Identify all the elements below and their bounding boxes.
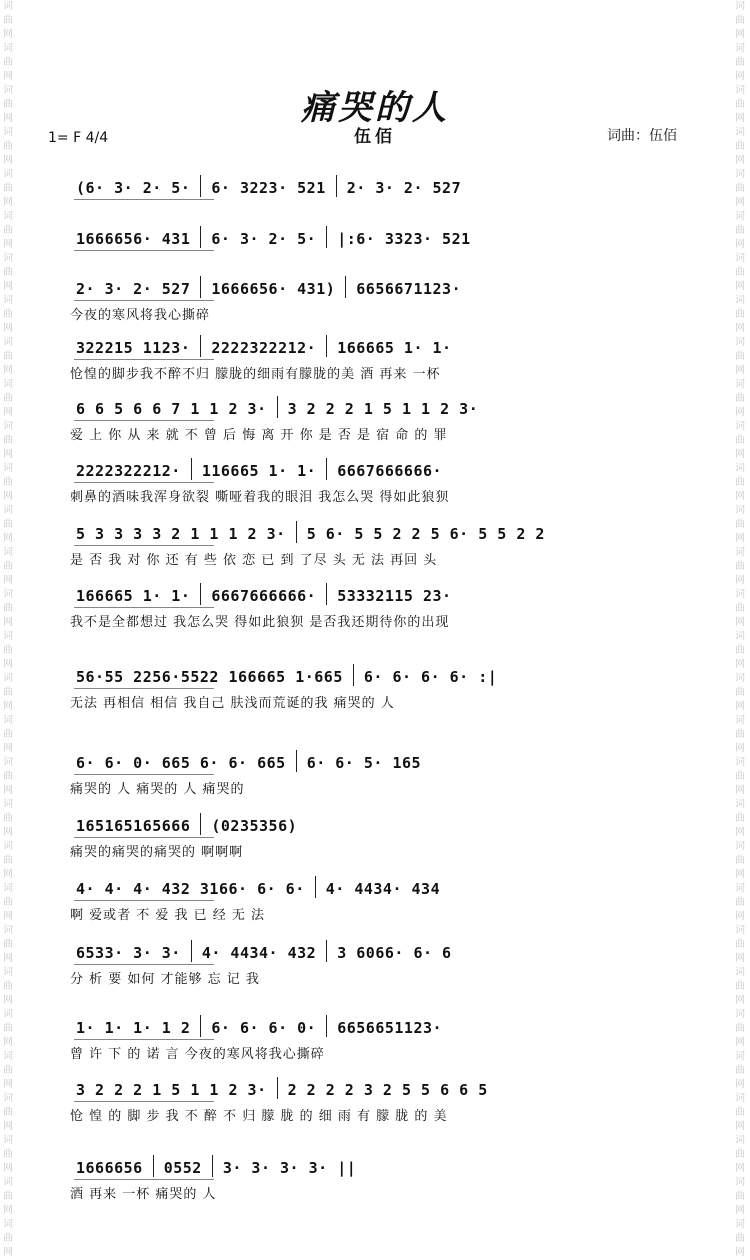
lyrics-line: 无法 再相信 相信 我自己 肤浅而荒诞的我 痛哭的 人 bbox=[70, 696, 395, 711]
measure-notes: 4· 4434· 434 bbox=[325, 880, 441, 898]
beam-line bbox=[74, 900, 214, 901]
measure-notes: 6 6 5 6 6 7 1 1 2 3· bbox=[76, 400, 267, 418]
lyrics-line: 爱 上 你 从 来 就 不 曾 后 悔 离 开 你 是 否 是 宿 命 的 罪 bbox=[70, 428, 448, 443]
score-row bbox=[70, 940, 695, 986]
measure-notes: 2 2 2 2 3 2 5 5 6 6 5 bbox=[287, 1081, 488, 1099]
bar-line bbox=[326, 1015, 327, 1037]
notes-line bbox=[70, 750, 695, 772]
score-row bbox=[70, 1155, 695, 1201]
measure-notes: 1666656· 431) bbox=[211, 280, 336, 298]
measure-notes: 56·55 2256·5522 166665 1·665 bbox=[76, 668, 343, 686]
singer-name: 伍佰 bbox=[354, 127, 396, 147]
lyrics-line: 啊 爱或者 不 爱 我 已 经 无 法 bbox=[70, 908, 266, 923]
beam-line bbox=[74, 250, 214, 251]
beam-line bbox=[74, 774, 214, 775]
lyrics-line: 分 析 要 如何 才能够 忘 记 我 bbox=[70, 972, 260, 987]
measure-notes: 4· 4434· 432 bbox=[201, 944, 317, 962]
bar-line bbox=[200, 1015, 201, 1037]
measure-notes: (6· 3· 2· 5· bbox=[76, 179, 191, 197]
score-row bbox=[70, 226, 695, 272]
bar-line bbox=[345, 276, 346, 298]
score-row bbox=[70, 276, 695, 322]
measure-notes: 6· 6· 6· 6· :| bbox=[363, 668, 498, 686]
bar-line bbox=[296, 750, 297, 772]
lyrics-line: 痛哭的痛哭的痛哭的 啊啊啊 bbox=[70, 845, 244, 860]
lyrics-line: 怆 惶 的 脚 步 我 不 醉 不 归 朦 胧 的 细 雨 有 朦 胧 的 美 bbox=[70, 1109, 448, 1124]
beam-line bbox=[74, 837, 214, 838]
bar-line bbox=[326, 940, 327, 962]
bar-line bbox=[200, 276, 201, 298]
bar-line bbox=[200, 335, 201, 357]
measure-notes: 165165165666 bbox=[76, 817, 191, 835]
beam-line bbox=[74, 1101, 214, 1102]
bar-line bbox=[200, 583, 201, 605]
key-signature: 1= F 4/4 bbox=[48, 130, 109, 146]
beam-line bbox=[74, 420, 214, 421]
measure-notes: 5 3 3 3 3 2 1 1 1 2 3· bbox=[76, 525, 286, 543]
score-row bbox=[70, 750, 695, 796]
measure-notes: 6· 6· 6· 0· bbox=[211, 1019, 317, 1037]
measure-notes: 6656651123· bbox=[337, 1019, 443, 1037]
notes-line bbox=[70, 583, 695, 605]
measure-notes: 1· 1· 1· 1 2 bbox=[76, 1019, 191, 1037]
beam-line bbox=[74, 1179, 214, 1180]
beam-line bbox=[74, 607, 214, 608]
song-title: 痛哭的人 bbox=[301, 88, 449, 128]
lyrics-line: 痛哭的 人 痛哭的 人 痛哭的 bbox=[70, 782, 245, 797]
measure-notes: 1666656 bbox=[76, 1159, 143, 1177]
lyrics-line: 我不是全都想过 我怎么哭 得如此狼狈 是否我还期待你的出现 bbox=[70, 615, 450, 630]
bar-line bbox=[191, 458, 192, 480]
watermark-text: 词曲网词曲网词曲网词曲网词曲网词曲网词曲网词曲网词曲网词曲网词曲网词曲网词曲网词曲网词曲网词曲网词曲网词曲网词曲网词曲网词曲网词曲网词曲网词曲网词曲网词曲网词曲网词曲网词曲网词曲网 bbox=[735, 1, 745, 1258]
notes-line bbox=[70, 940, 695, 962]
score-row bbox=[70, 664, 695, 710]
measure-notes: 6· 6· 5· 165 bbox=[306, 754, 422, 772]
bar-line bbox=[277, 1077, 278, 1099]
beam-line bbox=[74, 1039, 214, 1040]
lyrics-line: 今夜的寒风将我心撕碎 bbox=[70, 308, 211, 323]
bar-line bbox=[277, 396, 278, 418]
measure-notes: 53332115 23· bbox=[337, 587, 452, 605]
measure-notes: 1666656· 431 bbox=[76, 230, 191, 248]
score-row bbox=[70, 1015, 695, 1061]
bar-line bbox=[212, 1155, 213, 1177]
measure-notes: 3 2 2 2 1 5 1 1 2 3· bbox=[287, 400, 479, 418]
score-row bbox=[70, 583, 695, 629]
notes-line bbox=[70, 396, 695, 418]
notes-line bbox=[70, 276, 695, 298]
score-row bbox=[70, 175, 695, 221]
notes-line bbox=[70, 175, 695, 197]
measure-notes: 6· 6· 0· 665 6· 6· 665 bbox=[76, 754, 286, 772]
measure-notes: 2· 3· 2· 527 bbox=[346, 179, 462, 197]
bar-line bbox=[326, 583, 327, 605]
notes-line bbox=[70, 664, 695, 686]
measure-notes: 6· 3· 2· 5· bbox=[211, 230, 317, 248]
lyrics-line bbox=[70, 203, 695, 221]
lyrics-line: 酒 再来 一杯 痛哭的 人 bbox=[70, 1187, 217, 1202]
score-row bbox=[70, 876, 695, 922]
measure-notes: 116665 1· 1· bbox=[201, 462, 317, 480]
notes-line bbox=[70, 226, 695, 248]
measure-notes: (0235356) bbox=[211, 817, 298, 835]
measure-notes: 6533· 3· 3· bbox=[76, 944, 181, 962]
watermark-left bbox=[2, 0, 16, 1258]
score-row bbox=[70, 1077, 695, 1123]
notes-line bbox=[70, 458, 695, 480]
notes-line bbox=[70, 521, 695, 543]
measure-notes: 5 6· 5 5 2 2 5 6· 5 5 2 2 bbox=[306, 525, 545, 543]
notes-line bbox=[70, 1155, 695, 1177]
bar-line bbox=[200, 813, 201, 835]
lyrics-line: 曾 许 下 的 诺 言 今夜的寒风将我心撕碎 bbox=[70, 1047, 325, 1062]
score-row bbox=[70, 335, 695, 381]
beam-line bbox=[74, 300, 214, 301]
measure-notes: 2222322212· bbox=[76, 462, 181, 480]
lyrics-line: 刺鼻的酒味我浑身欲裂 嘶哑着我的眼泪 我怎么哭 得如此狼狈 bbox=[70, 490, 450, 505]
watermark-right bbox=[734, 0, 748, 1258]
bar-line bbox=[191, 940, 192, 962]
beam-line bbox=[74, 482, 214, 483]
measure-notes: 166665 1· 1· bbox=[337, 339, 452, 357]
measure-notes: 3· 3· 3· 3· || bbox=[222, 1159, 357, 1177]
score-row bbox=[70, 458, 695, 504]
notes-line bbox=[70, 813, 695, 835]
bar-line bbox=[336, 175, 337, 197]
lyrics-line: 怆惶的脚步我不醉不归 朦胧的细雨有朦胧的美 酒 再来 一杯 bbox=[70, 367, 441, 382]
beam-line bbox=[74, 359, 214, 360]
measure-notes: 4· 4· 4· 432 3166· 6· 6· bbox=[76, 880, 305, 898]
measure-notes: |:6· 3323· 521 bbox=[337, 230, 471, 248]
bar-line bbox=[200, 175, 201, 197]
bar-line bbox=[296, 521, 297, 543]
lyrics-line: 是 否 我 对 你 还 有 些 依 恋 已 到 了尽 头 无 法 再回 头 bbox=[70, 553, 438, 568]
score-row bbox=[70, 396, 695, 442]
measure-notes: 166665 1· 1· bbox=[76, 587, 191, 605]
measure-notes: 2· 3· 2· 527 bbox=[76, 280, 191, 298]
beam-line bbox=[74, 199, 214, 200]
notes-line bbox=[70, 1015, 695, 1037]
bar-line bbox=[326, 458, 327, 480]
notes-line bbox=[70, 335, 695, 357]
lyrics-line bbox=[70, 254, 695, 272]
measure-notes: 6· 3223· 521 bbox=[211, 179, 326, 197]
beam-line bbox=[74, 545, 214, 546]
measure-notes: 0552 bbox=[163, 1159, 202, 1177]
beam-line bbox=[74, 688, 214, 689]
watermark-text: 词曲网词曲网词曲网词曲网词曲网词曲网词曲网词曲网词曲网词曲网词曲网词曲网词曲网词曲网词曲网词曲网词曲网词曲网词曲网词曲网词曲网词曲网词曲网词曲网词曲网词曲网词曲网词曲网词曲网词曲网 bbox=[3, 1, 13, 1258]
measure-notes: 2222322212· bbox=[211, 339, 317, 357]
bar-line bbox=[315, 876, 316, 898]
bar-line bbox=[326, 226, 327, 248]
measure-notes: 3 6066· 6· 6 bbox=[337, 944, 452, 962]
score-row bbox=[70, 521, 695, 567]
bar-line bbox=[353, 664, 354, 686]
score-row bbox=[70, 813, 695, 859]
bar-line bbox=[326, 335, 327, 357]
measure-notes: 6667666666· bbox=[337, 462, 443, 480]
measure-notes: 3 2 2 2 1 5 1 1 2 3· bbox=[76, 1081, 267, 1099]
measure-notes: 6656671123· bbox=[356, 280, 462, 298]
credit-line: 词曲：伍佰 bbox=[607, 128, 677, 144]
notes-line bbox=[70, 876, 695, 898]
notes-line bbox=[70, 1077, 695, 1099]
measure-notes: 6667666666· bbox=[211, 587, 317, 605]
bar-line bbox=[200, 226, 201, 248]
measure-notes: 322215 1123· bbox=[76, 339, 191, 357]
bar-line bbox=[153, 1155, 154, 1177]
beam-line bbox=[74, 964, 214, 965]
